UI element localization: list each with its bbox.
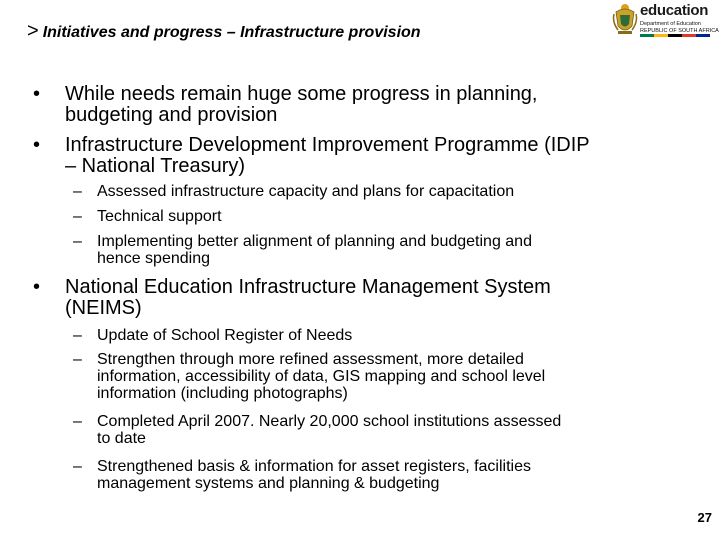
bullet-2 xyxy=(65,135,590,177)
bullet-2-line-2: – National Treasury) xyxy=(65,155,246,177)
sub-item-assessed xyxy=(97,183,514,200)
dash-marker: – xyxy=(73,458,82,475)
sub-item-line: to date xyxy=(97,430,146,447)
sub-item-line: Assessed infrastructure capacity and plans for capacitation xyxy=(97,183,515,200)
sub-item-line: Update of School Register of Needs xyxy=(97,327,353,344)
dash-marker: – xyxy=(73,233,82,250)
sub-item-line: Technical support xyxy=(97,208,222,225)
sub-item-line: information, accessibility of data, GIS mapping and school level xyxy=(97,368,546,385)
bullet-3-line-2: (NEIMS) xyxy=(65,297,142,319)
dash-marker: – xyxy=(73,327,82,344)
sub-item-line: management systems and planning & budgeting xyxy=(97,475,440,492)
sub-item-alignment xyxy=(97,233,532,267)
dash-marker: – xyxy=(73,351,82,368)
sub-item-line: Strengthened basis & information for asset registers, facilities xyxy=(97,458,531,475)
bullet-marker: • xyxy=(33,134,41,156)
dash-marker: – xyxy=(73,183,82,200)
sub-item-asset-registers xyxy=(97,458,531,492)
bullet-1-line-2: budgeting and provision xyxy=(65,104,278,126)
bullet-3-line-1: National Education Infrastructure Management System xyxy=(65,276,551,298)
sub-item-line: information (including photographs) xyxy=(97,385,348,402)
logo-country: REPUBLIC OF SOUTH AFRICA xyxy=(640,28,719,34)
bullet-2-line-1: Infrastructure Development Improvement Programme (IDIP xyxy=(65,134,590,156)
bullet-1 xyxy=(65,84,538,126)
sub-item-line: Implementing better alignment of planning and budgeting and xyxy=(97,233,532,250)
sub-item-line: hence spending xyxy=(97,250,210,267)
sub-item-line: Strengthen through more refined assessment, more detailed xyxy=(97,351,524,368)
bullet-marker: • xyxy=(33,83,41,105)
sub-item-register-of-needs xyxy=(97,327,352,344)
logo-department: Department of Education xyxy=(640,21,701,27)
sub-item-strengthen xyxy=(97,351,545,402)
title-text: Initiatives and progress – Infrastructure provision xyxy=(42,24,421,41)
sub-item-technical-support xyxy=(97,208,222,225)
bullet-1-line-1: While needs remain huge some progress in planning, xyxy=(65,83,538,105)
title-chevron: > xyxy=(27,20,39,42)
dash-marker: – xyxy=(73,208,82,225)
logo-wordmark: education xyxy=(640,2,709,19)
dash-marker: – xyxy=(73,413,82,430)
bullet-marker: • xyxy=(33,276,41,298)
bullet-3 xyxy=(65,277,551,319)
sub-item-completed xyxy=(97,413,561,447)
page-number: 27 xyxy=(697,510,712,525)
sub-item-line: Completed April 2007. Nearly 20,000 school institutions assessed xyxy=(97,413,562,430)
